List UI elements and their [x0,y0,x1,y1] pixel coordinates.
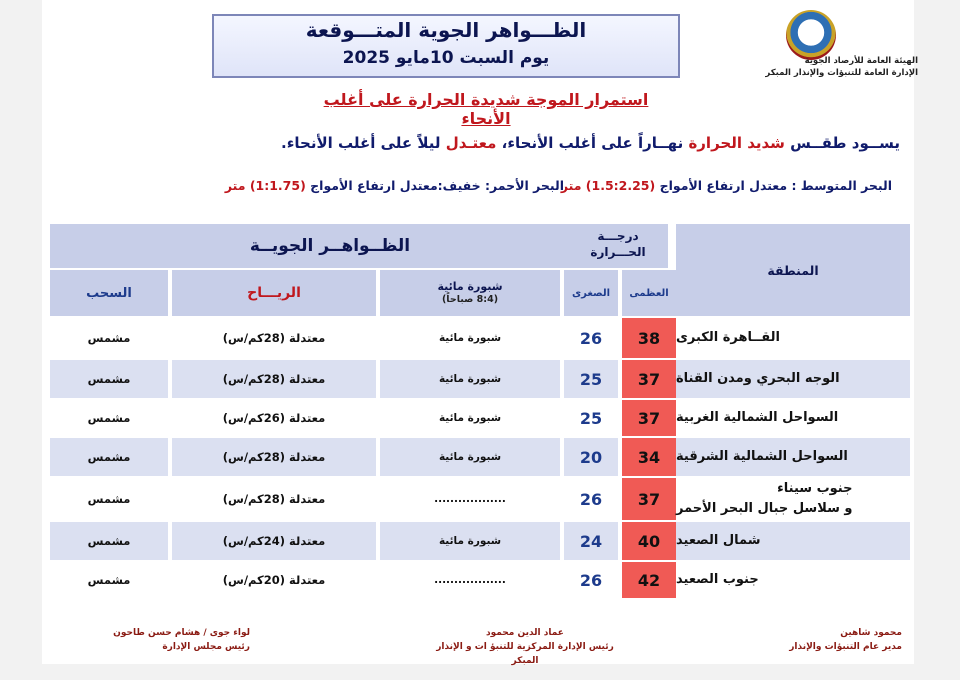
wind-cell: معتدلة (28كم/س) [222,372,326,386]
table-row [50,478,912,520]
red-label: البحر الأحمر: خفيف:معتدل ارتفاع الأمواج [305,178,564,193]
temperature-title: درجـــة الحـــرارة [590,229,646,259]
table-row [50,562,912,598]
region-header: المنطقة [676,224,910,316]
min-temp-cell: 25 [579,408,603,428]
haze-cell: شبورة مائية [438,451,502,463]
signer-name: لواء جوى / هشام حسن طاحون [113,628,250,638]
region-cell [676,478,910,520]
region-cell: القــاهرة الكبرى [676,330,780,345]
clouds-cell: مشمس [87,573,131,587]
wind-cell: معتدلة (28كم/س) [222,331,326,345]
region-cell: السواحل الشمالية الغربية [676,410,839,425]
red-wave-height: (1:1.75) متر [224,178,306,193]
summary-part-2: نهــاراً على أغلب الأنحاء، [496,134,689,152]
region-line-1: جنوب سيناء [777,481,853,496]
clouds-cell: مشمس [87,372,131,386]
max-temp-header: العظمى [622,270,676,316]
haze-cell: .................. [434,493,506,505]
haze-header [380,270,560,316]
region-two-line [676,479,852,519]
table-row [50,360,912,398]
max-temp-cell: 37 [622,478,676,520]
signer-title: رئيس الإدارة المركزية للتنبؤ ات و الإنذار المبكر [436,642,614,666]
region-cell: جنوب الصعيد [676,572,759,587]
signature-central-admin [425,626,625,668]
region-cell: السواحل الشمالية الشرقية [676,449,848,464]
min-temp-cell: 26 [579,328,603,348]
clouds-header: السحب [50,270,168,316]
signature-forecast-director [789,626,902,654]
table-row [50,400,912,436]
max-temp-cell: 38 [622,318,676,358]
med-label: البحر المتوسط : معتدل ارتفاع الأمواج [655,178,892,193]
max-temp-cell: 42 [622,562,676,598]
forecast-table [50,222,912,595]
region-cell: الوجه البحري ومدن القناة [676,371,840,386]
signer-title: رئيس مجلس الإدارة [162,642,250,652]
org-line-1: الهيئة العامة للأرصاد الجوية [804,56,918,66]
clouds-cell: مشمس [87,492,131,506]
wind-cell: معتدلة (28كم/س) [222,492,326,506]
headline: استمرار الموجة شديدة الحرارة على أغلب الأنحاء [323,90,649,128]
min-temp-header: الصغرى [564,270,618,316]
region-line-2: و سلاسل جبال البحر الأحمر [676,501,853,516]
haze-header-hours: (8:4 صباحاً) [441,294,499,305]
min-temp-cell: 24 [579,531,603,551]
min-temp-cell: 26 [579,489,603,509]
min-temp-cell: 25 [579,369,603,389]
clouds-cell: مشمس [87,411,131,425]
phenomena-title: الظــواهــر الجويــة [249,236,411,256]
haze-cell: شبورة مائية [438,373,502,385]
org-line-2: الإدارة العامة للتنبؤات والإنذار المبكر [765,68,918,78]
clouds-cell: مشمس [87,331,131,345]
table-row [50,438,912,476]
wind-cell: معتدلة (24كم/س) [222,534,326,548]
max-temp-cell: 40 [622,522,676,560]
organization-name [748,55,918,79]
clouds-cell: مشمس [87,450,131,464]
wind-cell: معتدلة (26كم/س) [222,411,326,425]
forecast-date: يوم السبت 10مايو 2025 [342,48,550,68]
signer-name: محمود شاهين [840,628,902,638]
weather-summary [250,134,900,152]
signer-title: مدير عام التنبؤات والإنذار [789,642,902,652]
signature-chairman [100,626,250,654]
page-title: الظـــواهر الجوية المتـــوقعة [305,18,587,42]
clouds-cell: مشمس [87,534,131,548]
summary-part-3: ليلاً على أغلب الأنحاء. [281,134,446,152]
wind-header: الريـــاح [172,270,376,316]
haze-cell: شبورة مائية [438,332,502,344]
max-temp-cell: 34 [622,438,676,476]
haze-cell: شبورة مائية [438,535,502,547]
signer-name: عماد الدين محمود [486,628,564,638]
haze-header-label: شبورة مائية [437,280,503,293]
wind-cell: معتدلة (20كم/س) [222,573,326,587]
haze-cell: .................. [434,574,506,586]
max-temp-cell: 37 [622,400,676,436]
mediterranean-sea-state [561,178,892,193]
region-cell: شمال الصعيد [676,533,761,548]
haze-cell: شبورة مائية [438,412,502,424]
wind-cell: معتدلة (28كم/س) [222,450,326,464]
min-temp-cell: 20 [579,447,603,467]
title-box [212,14,680,78]
table-row [50,318,912,358]
meteorological-authority-logo-icon [786,10,836,60]
red-sea-state [225,178,564,193]
med-wave-height: (1.5:2.25) متر [560,178,656,193]
summary-mild: معتـدل [445,134,497,152]
min-temp-cell: 26 [579,570,603,590]
table-row [50,522,912,560]
summary-hot: شديد الحرارة [688,134,785,152]
summary-part-1: يســود طقــس [784,134,900,152]
max-temp-cell: 37 [622,360,676,398]
